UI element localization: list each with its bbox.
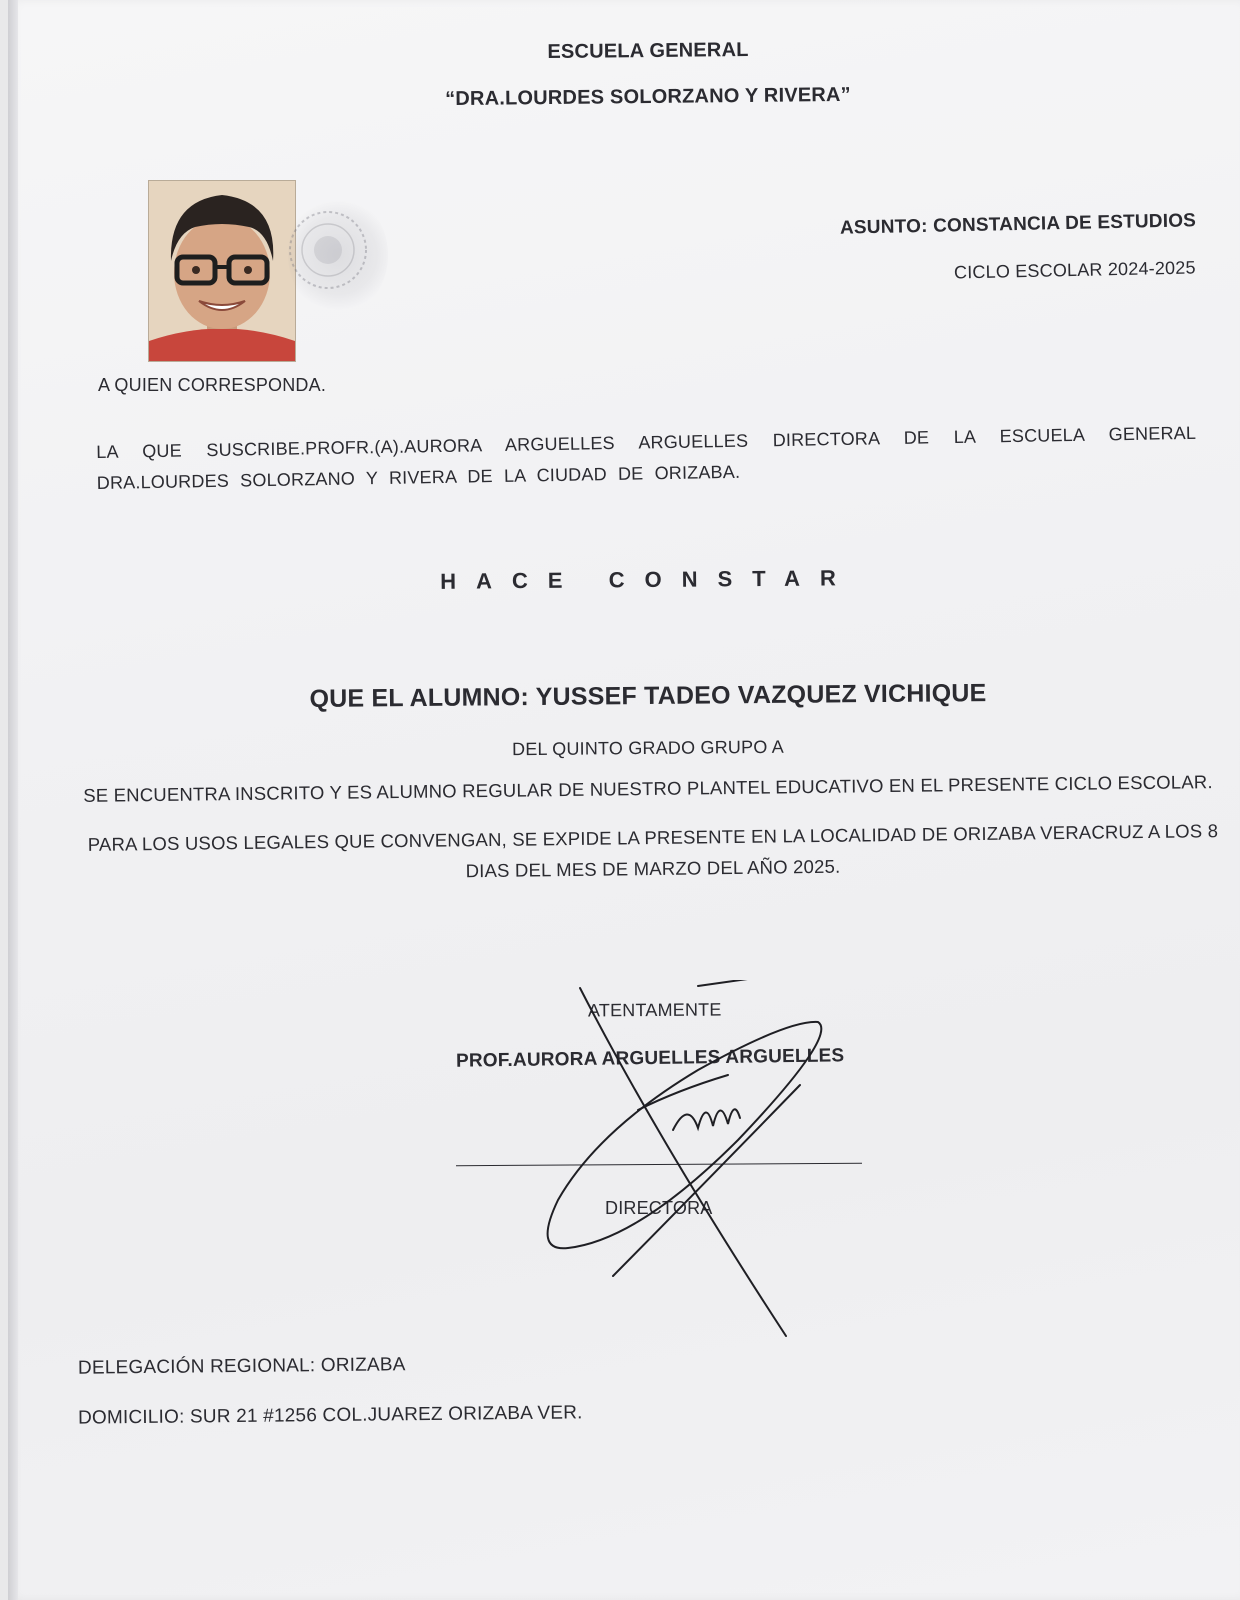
signer-title: DIRECTORA <box>605 1198 713 1218</box>
student-name-line: QUE EL ALUMNO: YUSSEF TADEO VAZQUEZ VICHIQUE <box>309 679 987 713</box>
signer-name: PROF.AURORA ARGUELLES ARGUELLES <box>455 1045 845 1072</box>
school-full-name: “DRA.LOURDES SOLORZANO Y RIVERA” <box>445 83 851 111</box>
school-name: ESCUELA GENERAL <box>547 38 749 64</box>
enrollment-statement: SE ENCUENTRA INSCRITO Y ES ALUMNO REGULAR DE NUESTRO PLANTEL EDUCATIVO EN EL PRESENTE CICLO ESCOLAR. <box>83 771 1213 806</box>
regional-delegation: DELEGACIÓN REGIONAL: ORIZABA <box>77 1354 406 1379</box>
student-portrait-illustration <box>149 181 295 361</box>
address: DOMICILIO: SUR 21 #1256 COL.JUAREZ ORIZABA VER. <box>77 1402 583 1429</box>
school-cycle: CICLO ESCOLAR 2024-2025 <box>954 257 1197 283</box>
document-page <box>8 0 1240 1600</box>
closing: ATENTAMENTE <box>587 999 722 1021</box>
subject-line: ASUNTO: CONSTANCIA DE ESTUDIOS <box>839 210 1197 239</box>
legal-statement-line2: DIAS DEL MES DE MARZO DEL AÑO 2025. <box>465 855 841 882</box>
salutation: A QUIEN CORRESPONDA. <box>98 375 327 395</box>
official-seal-stamp <box>288 195 388 315</box>
grade-group: DEL QUINTO GRADO GRUPO A <box>511 736 784 760</box>
handwritten-signature <box>538 980 838 1340</box>
student-photo <box>148 180 296 362</box>
legal-statement-line1: PARA LOS USOS LEGALES QUE CONVENGAN, SE EXPIDE LA PRESENTE EN LA LOCALIDAD DE ORIZABA VERACRUZ A LOS 8 <box>87 820 1219 855</box>
intro-paragraph: LA QUE SUSCRIBE.PROFR.(A).AURORA ARGUELLES ARGUELLES DIRECTORA DE LA ESCUELA GENERAL DRA.LOURDES SOLORZANO Y RIVERA DE LA CIUDAD DE ORIZABA. <box>96 422 1197 493</box>
hace-constar-heading: HACE CONSTAR <box>440 565 856 594</box>
